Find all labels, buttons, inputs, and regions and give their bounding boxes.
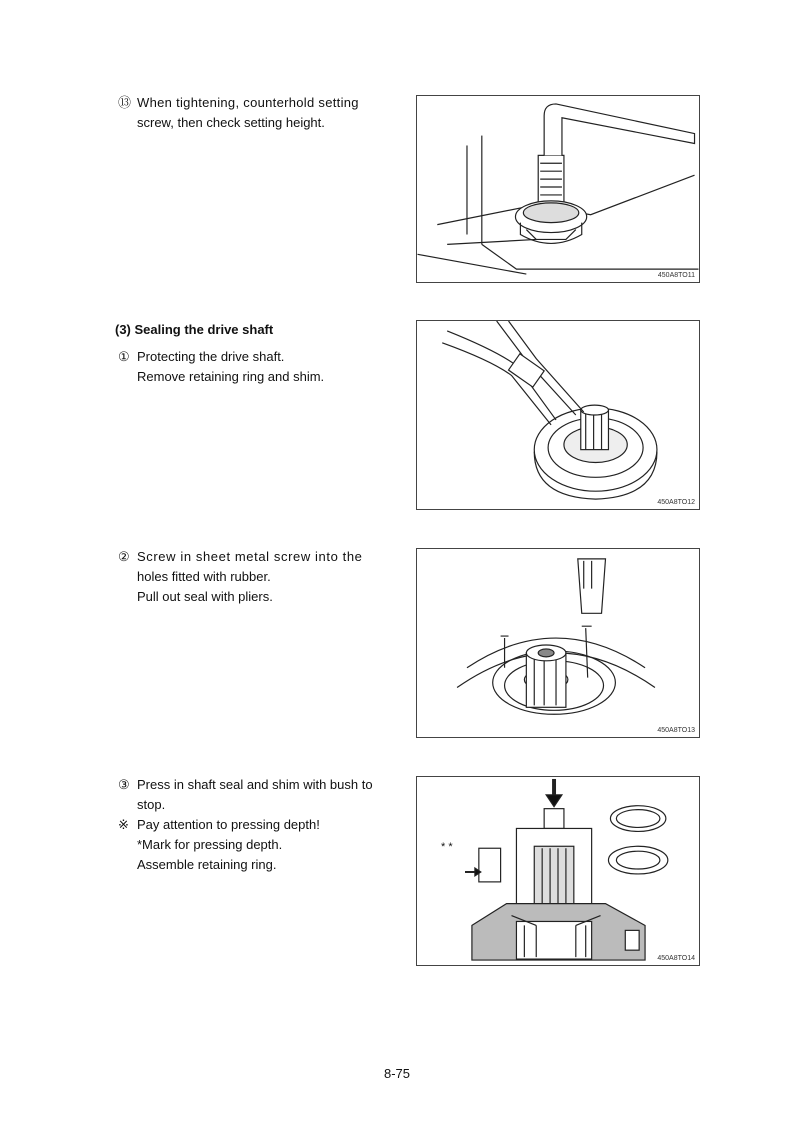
- step-13-line1: When tightening, counterhold setting: [137, 95, 359, 110]
- figure-wrench-setting-screw: [416, 95, 700, 283]
- step-13-line2: screw, then check setting height.: [137, 115, 325, 130]
- note-line1: Pay attention to pressing depth!: [137, 817, 320, 832]
- step-2-line2: holes fitted with rubber.: [137, 569, 271, 584]
- page-number: 8-75: [383, 1066, 411, 1081]
- shaft-seal-press-illustration: [417, 777, 699, 965]
- step-3-marker: ③: [118, 777, 130, 792]
- step-3-text: [118, 775, 387, 875]
- step-13-marker: ⑬: [118, 95, 132, 110]
- figure-code: 450A8TO11: [657, 272, 695, 279]
- figure-code: 450A8TO12: [657, 499, 695, 506]
- step-13-text: [118, 93, 382, 133]
- section-heading: (3) Sealing the drive shaft: [115, 322, 274, 337]
- step-1-marker: ①: [118, 349, 130, 364]
- figure-code: 450A8TO14: [657, 955, 695, 962]
- step-2-line3: Pull out seal with pliers.: [137, 589, 273, 604]
- sheet-metal-screw-illustration: [417, 549, 699, 737]
- note-line3: Assemble retaining ring.: [137, 857, 277, 872]
- depth-mark-asterisks: * *: [441, 841, 453, 853]
- step-2-line1: Screw in sheet metal screw into the: [137, 549, 363, 564]
- wrench-setting-screw-illustration: [417, 96, 699, 282]
- retaining-ring-pliers-illustration: [417, 321, 699, 509]
- step-1-line2: Remove retaining ring and shim.: [137, 369, 325, 384]
- step-3-line1: Press in shaft seal and shim with bush to: [137, 777, 373, 792]
- step-1-line1: Protecting the drive shaft.: [137, 349, 285, 364]
- figure-sheet-metal-screw: [416, 548, 700, 738]
- figure-retaining-ring-pliers: [416, 320, 700, 510]
- step-1-text: [118, 347, 382, 387]
- step-2-marker: ②: [118, 549, 130, 564]
- note-marker: ※: [118, 817, 129, 832]
- step-2-text: [118, 547, 382, 607]
- figure-shaft-seal-press: [416, 776, 700, 966]
- figure-code: 450A8TO13: [657, 727, 695, 734]
- note-line2: *Mark for pressing depth.: [137, 837, 283, 852]
- step-3-line2: stop.: [137, 797, 166, 812]
